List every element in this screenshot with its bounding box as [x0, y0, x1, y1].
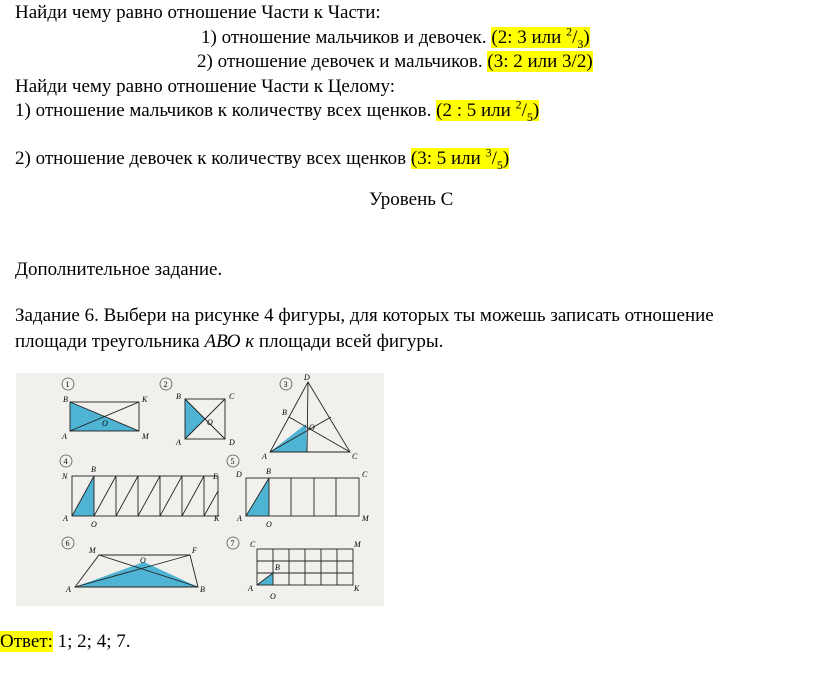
fraction-slash: / — [572, 27, 578, 48]
denominator: 5 — [526, 109, 533, 124]
answer-close: ) — [532, 100, 540, 121]
point-label: C — [229, 392, 235, 401]
section-a-item-1 — [201, 24, 590, 51]
point-label: A — [262, 452, 267, 461]
answer-close: ) — [583, 27, 590, 48]
point-label: A — [62, 432, 67, 441]
geometry-figure — [16, 373, 384, 606]
point-label: M — [362, 514, 369, 523]
point-label: B — [176, 392, 181, 401]
point-label: D — [236, 470, 242, 479]
panel-number: 5 — [230, 457, 235, 466]
point-label: O — [140, 556, 146, 565]
point-label: N — [62, 472, 68, 481]
answer-value: 1; 2; 4; 7. — [52, 631, 131, 652]
task6-line-2-end: площади всей фигуры. — [254, 331, 444, 352]
section-b-item-1 — [15, 97, 540, 124]
answer-label: Ответ: — [0, 631, 53, 652]
denominator: 3 — [577, 36, 584, 51]
point-label: B — [63, 395, 68, 404]
panel-number: 3 — [283, 380, 288, 389]
point-label: C — [352, 452, 358, 461]
fraction-slash: / — [491, 148, 497, 169]
point-label: A — [63, 514, 68, 523]
point-label: D — [304, 373, 310, 382]
point-label: O — [266, 520, 272, 529]
point-label: C — [250, 540, 256, 549]
item-text: 2) отношение девочек к количеству всех щенков — [15, 148, 411, 169]
point-label: F — [192, 546, 197, 555]
point-label: B — [266, 467, 271, 476]
answer-open: (2 : 5 или — [436, 100, 516, 121]
point-label: E — [213, 472, 218, 481]
section-a-heading: Найди чему равно отношение Части к Части: — [15, 2, 381, 23]
numerator: 2 — [515, 97, 522, 112]
point-label: B — [91, 465, 96, 474]
item-text: 1) отношение мальчиков к количеству всех щенков. — [15, 100, 437, 121]
point-label: B — [200, 585, 205, 594]
denominator: 5 — [496, 157, 503, 172]
point-label: A — [237, 514, 242, 523]
panel-number: 4 — [63, 457, 68, 466]
extra-task-heading: Дополнительное задание. — [15, 259, 223, 280]
answer-highlight: (3: 2 или 3/2) — [487, 51, 593, 72]
answer-highlight — [436, 97, 540, 124]
numerator: 2 — [566, 24, 573, 39]
point-label: A — [248, 584, 253, 593]
point-label: D — [229, 438, 235, 447]
point-label: K — [354, 584, 360, 593]
point-label: O — [309, 423, 315, 432]
point-label: M — [89, 546, 96, 555]
point-label: K — [214, 514, 220, 523]
point-label: O — [91, 520, 97, 529]
fraction-slash: / — [521, 100, 527, 121]
item-text: 2) отношение девочек и мальчиков. — [197, 51, 488, 72]
panel-number: 6 — [65, 539, 70, 548]
task6-line-2-start: площади треугольника — [15, 331, 205, 352]
point-label: O — [102, 419, 108, 428]
point-label: B — [282, 408, 287, 417]
panel-number: 1 — [65, 380, 70, 389]
point-label: C — [362, 470, 368, 479]
answer-close: ) — [502, 148, 510, 169]
answer-open: (2: 3 или — [491, 27, 567, 48]
item-text: 1) отношение мальчиков и девочек. — [201, 27, 492, 48]
section-b-item-2 — [15, 145, 510, 172]
abo-label: АВО к — [204, 331, 255, 352]
answer-line — [0, 631, 131, 653]
panel-number: 2 — [163, 380, 168, 389]
point-label: A — [176, 438, 181, 447]
point-label: M — [142, 432, 149, 441]
task6-line-1: Задание 6. Выбери на рисунке 4 фигуры, для которых ты можешь записать отношение — [15, 305, 714, 326]
point-label: B — [275, 563, 280, 572]
answer-open: (3: 5 или — [410, 148, 486, 169]
answer-highlight — [410, 145, 510, 172]
point-label: O — [270, 592, 276, 601]
point-label: K — [142, 395, 148, 404]
panel-number: 7 — [230, 539, 235, 548]
point-label: O — [207, 418, 213, 427]
level-title: Уровень С — [369, 189, 454, 210]
section-a-item-2 — [197, 51, 593, 73]
section-b-heading: Найди чему равно отношение Части к Целому: — [15, 76, 396, 97]
point-label: M — [354, 540, 361, 549]
task6-line-2 — [15, 331, 443, 353]
numerator: 3 — [485, 145, 492, 160]
point-label: A — [66, 585, 71, 594]
answer-highlight — [491, 24, 590, 51]
